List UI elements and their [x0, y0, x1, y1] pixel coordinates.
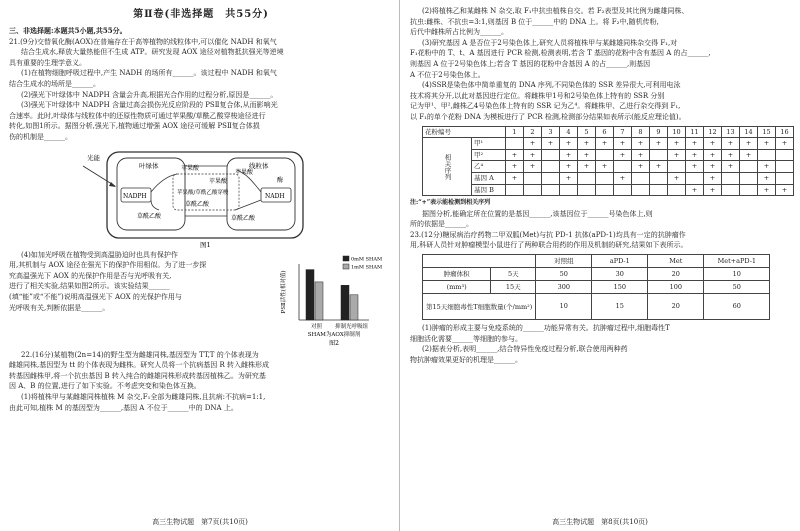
- q22-stem-2: 雌雄同株,基因型为 tt 的个体表现为雌株。研究人员将一个抗病基因 R 转入雌株形成: [9, 361, 270, 370]
- table-cell: [596, 184, 614, 196]
- malate-top-label: 苹果酸: [181, 164, 200, 172]
- table-row: [423, 294, 770, 320]
- table-cell: +: [578, 161, 596, 173]
- q23-stem-2: 用,科研人员针对肿瘤模型小鼠进行了两种联合用药的作用及机制的研究,结果如下表所示。: [410, 241, 688, 250]
- table-cell: +: [632, 149, 650, 161]
- table-cell: +: [596, 138, 614, 150]
- table-cell: +: [614, 172, 632, 184]
- q21-p3-d: 伤的机制是______。: [9, 132, 72, 141]
- table-cell: +: [686, 184, 704, 196]
- ssr-col-header: 9: [650, 126, 668, 138]
- table-cell: [578, 184, 596, 196]
- bar-1-2: [315, 281, 323, 319]
- table-cell: +: [560, 172, 578, 184]
- table-cell: +: [614, 149, 632, 161]
- table-cell: [758, 149, 776, 161]
- table-cell: [776, 172, 794, 184]
- table-cell: [740, 172, 758, 184]
- q23-p1-a: (1)肿瘤的形成主要与免疫系统的______功能异常有关。抗肿瘤过程中,细胞毒性T: [422, 324, 670, 333]
- legend-swatch: [343, 264, 349, 269]
- left-footer: 高三生物试题 第7页(共10页): [152, 518, 248, 527]
- q22-stem-4: 因 A、B 的位置,进行了如下实验。不考虑突变和染色体互换。: [9, 382, 201, 391]
- shuttle-label: 苹果酸/草酰乙酸穿梭: [177, 189, 229, 196]
- table-cell: [614, 161, 632, 173]
- legend-label: 1mM SHAM: [351, 264, 383, 271]
- q21-p4-d: 进行了相关实验,结果如图2所示。该实验结果______: [9, 282, 170, 291]
- table-cell: [650, 149, 668, 161]
- q23-stem-1: 23.(12分)糖尿病治疗药物二甲双胍(Met)与抗 PD-1 抗体(aPD-1)均具有一定的抗肿瘤作: [410, 230, 686, 239]
- met-header-control: 对照组: [536, 255, 592, 268]
- table-cell: 30: [592, 268, 648, 281]
- figure-1: [81, 146, 331, 250]
- table-cell: [542, 161, 560, 173]
- table-cell: +: [632, 138, 650, 150]
- ssr-col-header: 11: [686, 126, 704, 138]
- table-cell: +: [668, 138, 686, 150]
- q22-p2-a: (2)将植株乙和某雌株 N 杂交,取 F₁中抗虫植株自交。若 F₂表型及其比例为雌雄同株、: [422, 7, 689, 15]
- table-cell: [740, 161, 758, 173]
- table-row: [423, 161, 794, 173]
- q22-p4-a: (4)SSR是染色体中简单重复的 DNA 序列,不同染色体的 SSR 差异很大,可利用电泳: [422, 81, 681, 90]
- met-header-combo: Met+aPD-1: [704, 255, 770, 268]
- q22-p4b-b: 所的依据是______。: [410, 220, 473, 229]
- table-row: [423, 281, 770, 294]
- malate-mid-label: 苹果酸: [209, 177, 228, 185]
- table-cell: [578, 172, 596, 184]
- q22-stem-1: 22.(16分)某植物(2n=14)的野生型为雌雄同株,基因型为 TT,T 的个体表现为: [21, 350, 259, 359]
- table-cell: 20: [648, 294, 704, 320]
- table-cell: 20: [648, 268, 704, 281]
- table-cell: [776, 149, 794, 161]
- q21-p1-b: 结合生成水的场所是______。: [9, 79, 100, 88]
- tumor-volume-label: 肿瘤体积: [423, 268, 491, 281]
- q22-p1-b: 由此可知,植株 M 的基因型为______,基因 A 不位于______中的 DNA 上。: [9, 403, 238, 412]
- legend-label: 0mM SHAM: [351, 256, 383, 263]
- q22-p1-a: (1)将植株甲与某雌雄同株植株 M 杂交,F₁全部为雌雄同株,且抗病:不抗病=1:1,: [21, 392, 266, 401]
- ssr-col-header: 10: [668, 126, 686, 138]
- legend-swatch: [343, 256, 349, 261]
- table-cell: +: [776, 184, 794, 196]
- table-cell: +: [758, 138, 776, 150]
- q22-p3-b: F₁花粉中的 T、t、A 基因进行 PCR 检测,检测表明,若含 T 基因的花粉中含有基因 A 的占______,: [410, 49, 711, 58]
- day15-label: 15天: [491, 281, 536, 294]
- table-cell: [524, 172, 542, 184]
- table-cell: +: [632, 161, 650, 173]
- ssr-header-row: [423, 126, 794, 138]
- table-cell: +: [686, 149, 704, 161]
- table-cell: +: [596, 161, 614, 173]
- table-cell: +: [776, 138, 794, 150]
- table-cell: +: [704, 149, 722, 161]
- ssr-col-header: 3: [542, 126, 560, 138]
- figure-2-chart: [271, 250, 391, 350]
- ssr-table: [422, 126, 794, 197]
- section-heading: 三、非选择题:本题共5小题,共55分。: [9, 26, 127, 35]
- right-page: [400, 0, 800, 531]
- bar-1-1: [306, 269, 314, 319]
- ssr-row-label: 基因 B: [472, 184, 506, 196]
- q21-p2: (2)强光下叶绿体中 NADPH 含量会升高,根据光合作用的过程分析,原因是______。: [21, 90, 278, 99]
- q23-p2-b: 物抗肿瘤效果更好的机理是______。: [410, 355, 522, 364]
- table-cell: 60: [704, 294, 770, 320]
- table-cell: +: [722, 149, 740, 161]
- q21-part4: [9, 250, 393, 350]
- q22-p2-b: 抗虫:雌株、不抗虫=3:1,则基因 B 位于______中的 DNA 上。将 F₂中,随机传粉,: [410, 17, 659, 26]
- ssr-col-header: 16: [776, 126, 794, 138]
- figure-1-diagram: [81, 146, 331, 250]
- table-row: [423, 268, 770, 281]
- table-cell: [776, 161, 794, 173]
- table-cell: +: [578, 138, 596, 150]
- ssr-col-header: 6: [596, 126, 614, 138]
- table-cell: +: [740, 149, 758, 161]
- q22-p3-c: 则基因 A 位于2号染色体上;若含 T 基因的花粉中含基因 A 的占______,则基因: [410, 59, 651, 68]
- table-cell: +: [704, 161, 722, 173]
- q23-p2-a: (2)据表分析,表明______,结合特异性免疫过程分析,联合使用两种药: [422, 345, 628, 354]
- table-cell: 10: [536, 294, 592, 320]
- figure-1-caption: 图1: [200, 240, 211, 249]
- table-row: [423, 172, 794, 184]
- table-cell: +: [758, 184, 776, 196]
- q21-p1-a: (1)在植物细胞呼吸过程中,产生 NADH 的场所有______。该过程中 NADH 和氧气: [21, 69, 277, 78]
- ssr-row-label: 甲²: [472, 149, 506, 161]
- table-row: [423, 149, 794, 161]
- y-axis-label: PSⅡ活性(相对值): [281, 270, 287, 314]
- table-cell: 10: [704, 268, 770, 281]
- table-cell: +: [542, 138, 560, 150]
- table-cell: 15: [592, 294, 648, 320]
- table-cell: +: [524, 149, 542, 161]
- table-cell: +: [704, 172, 722, 184]
- q21-stem-1: 21.(9分)交替氧化酶(AOX)在普遍存在于高等植物的线粒体中,可以催化 NADH 和氧气: [9, 37, 277, 46]
- table-cell: [740, 184, 758, 196]
- ssr-col-header: 13: [722, 126, 740, 138]
- ssr-note: 注:“+”表示能检测到相关序列: [410, 199, 491, 207]
- q23-p1-b: 细胞活化需要______等细胞的参与。: [410, 334, 522, 343]
- malate-right-label: 苹果酸: [235, 168, 254, 176]
- q21-p4-a: (4)如加光呼吸在植物受到高温胁迫时也具有保护作: [21, 250, 178, 259]
- table-cell: +: [686, 161, 704, 173]
- table-row: [423, 138, 794, 150]
- table-cell: 50: [704, 281, 770, 294]
- table-cell: [542, 172, 560, 184]
- table-cell: +: [506, 161, 524, 173]
- oaa-right-label: 草酰乙酸: [231, 214, 256, 222]
- x-tick-label: 抑制光呼吸组: [334, 323, 369, 330]
- table-cell: [650, 184, 668, 196]
- table-cell: +: [758, 161, 776, 173]
- table-cell: +: [614, 138, 632, 150]
- met-header-apd1: aPD-1: [592, 255, 648, 268]
- table-cell: [596, 172, 614, 184]
- table-cell: [506, 184, 524, 196]
- x-tick-label: 对照: [310, 323, 323, 330]
- table-cell: [632, 184, 650, 196]
- met-table-header: [423, 255, 770, 268]
- ssr-col-header: 15: [758, 126, 776, 138]
- q22-p4b-a: 据图分析,能确定所在位置的是基因______,该基因位于______号染色体上,则: [422, 209, 653, 218]
- met-header-met: Met: [648, 255, 704, 268]
- q21-p4-b: 用,其机制与 AOX 途径在强光下的保护作用相似。为了进一步探: [9, 261, 207, 270]
- table-cell: 150: [592, 281, 648, 294]
- table-cell: 300: [536, 281, 592, 294]
- table-cell: +: [506, 149, 524, 161]
- table-cell: [560, 184, 578, 196]
- q21-p3-a: (3)强光下叶绿体中 NADPH 含量过高会损伤光反应阶段的 PSⅡ复合体,从而影响光: [21, 101, 278, 110]
- table-cell: +: [704, 138, 722, 150]
- q21-p4-c: 究高温强光下 AOX 的光保护作用是否与光呼吸有关,: [9, 271, 172, 280]
- q22-p3-d: A 不位于2号染色体上。: [410, 70, 485, 79]
- q21-p4-e: (填“能”或“不能”)说明高温强光下 AOX 的光保护作用与: [9, 292, 182, 301]
- x-axis-label: SHAM为AOX抑制剂: [307, 331, 361, 338]
- bar-2-1: [341, 285, 349, 320]
- oaa-mid-label: 草酰乙酸: [185, 200, 210, 208]
- ssr-group-label: 相关序列: [423, 138, 472, 196]
- met-table: [422, 254, 770, 320]
- ssr-col-header: 14: [740, 126, 758, 138]
- q22-stem-3: 转基因雌株甲,将一个抗虫基因 B 转入纯合的雌雄同株形成转基因植株乙。为研究基: [9, 371, 266, 380]
- ssr-row-label: 甲¹: [472, 138, 506, 150]
- t-cell-count-label: 第15天细胞毒性T细胞数量(个/mm²): [423, 294, 536, 320]
- bar-2-2: [350, 294, 358, 319]
- ssr-row-label: 乙⁴: [472, 161, 506, 173]
- table-cell: +: [560, 138, 578, 150]
- day5-label: 5天: [491, 268, 536, 281]
- q22-p4-c: 记为甲¹、甲²,雌株乙4号染色体上特有的 SSR 记为乙⁴。将雌株甲、乙进行杂交得到 F₁,: [410, 102, 681, 111]
- table-cell: 100: [648, 281, 704, 294]
- table-cell: [542, 149, 560, 161]
- nadh-label: NADH: [265, 192, 285, 200]
- q21-p3-b: 合速率。此时,叶绿体与线粒体中的还原性物质可通过苹果酸/草酰乙酸穿梭途径进行: [9, 111, 266, 120]
- ssr-col-header: 12: [704, 126, 722, 138]
- q21-p3-c: 转化,如图1所示。据图分析,强光下,植物通过增强 AOX 途径可缓解 PSⅡ复合体损: [9, 122, 260, 131]
- right-footer: 高三生物试题 第8页(共10页): [552, 518, 648, 527]
- table-cell: +: [668, 172, 686, 184]
- table-row: [423, 184, 794, 196]
- table-cell: [506, 138, 524, 150]
- ssr-col-header: 1: [506, 126, 524, 138]
- table-cell: +: [560, 149, 578, 161]
- table-cell: [614, 184, 632, 196]
- table-cell: [650, 172, 668, 184]
- light-label: 光能: [87, 153, 100, 162]
- oaa-left-label: 草酰乙酸: [137, 212, 162, 220]
- q22-p3-a: (3)研究基因 A 是否位于2号染色体上,研究人员将植株甲与某雌雄同株杂交得 F₁,对: [422, 38, 678, 47]
- table-cell: +: [704, 184, 722, 196]
- ssr-col-header: 4: [560, 126, 578, 138]
- table-cell: [632, 172, 650, 184]
- table-cell: [524, 184, 542, 196]
- met-header-blank: [423, 255, 536, 268]
- table-cell: +: [650, 138, 668, 150]
- table-cell: +: [686, 138, 704, 150]
- table-cell: [668, 161, 686, 173]
- table-cell: [722, 172, 740, 184]
- chart-title: 图2: [329, 339, 339, 347]
- q22-p4-b: 技术将其分开,以此对基因进行定位。将雌株甲1号和2号染色体上特有的 SSR 分别: [410, 91, 665, 100]
- q21-stem-3: 具有重要的生理学意义。: [9, 58, 86, 67]
- table-cell: [542, 184, 560, 196]
- figure-2-svg: [271, 250, 391, 350]
- q22-p4-d: 以 F₁的单个花粉 DNA 为模板进行了 PCR 检测,检测部分结果如表所示(能反应理论值)。: [410, 112, 686, 121]
- table-cell: +: [560, 161, 578, 173]
- section-title: 第Ⅱ卷(非选择题 共55分): [133, 9, 269, 20]
- table-cell: +: [506, 172, 524, 184]
- enzyme-label: 酶: [277, 176, 284, 184]
- table-cell: +: [758, 172, 776, 184]
- q21-stem-2: 结合生成水,释放大量热能但不生成 ATP。研究发现 AOX 途径对植物抵抗强光等逆境: [21, 48, 284, 57]
- table-cell: [668, 184, 686, 196]
- q21-p4-f: 光呼吸有关,判断依据是______。: [9, 303, 110, 312]
- table-cell: +: [740, 138, 758, 150]
- table-cell: +: [524, 161, 542, 173]
- nadph-label: NADPH: [123, 192, 147, 200]
- table-cell: +: [722, 161, 740, 173]
- table-cell: +: [578, 149, 596, 161]
- mitochondrion-label: 线粒体: [249, 161, 269, 170]
- ssr-col-header: 5: [578, 126, 596, 138]
- ssr-col-header: 8: [632, 126, 650, 138]
- table-cell: +: [524, 138, 542, 150]
- table-cell: [596, 149, 614, 161]
- chloroplast-label: 叶绿体: [139, 161, 159, 170]
- table-cell: [686, 172, 704, 184]
- ssr-col-header: 7: [614, 126, 632, 138]
- table-cell: 50: [536, 268, 592, 281]
- tumor-volume-unit: (mm³): [423, 281, 491, 294]
- table-cell: +: [650, 161, 668, 173]
- ssr-row-label: 基因 A: [472, 172, 506, 184]
- ssr-col-header: 2: [524, 126, 542, 138]
- q22-p2-c: 后代中雌株所占比例为______。: [410, 28, 508, 37]
- ssr-corner: 花粉编号: [423, 126, 506, 138]
- table-cell: +: [668, 149, 686, 161]
- table-cell: +: [722, 138, 740, 150]
- table-cell: [722, 184, 740, 196]
